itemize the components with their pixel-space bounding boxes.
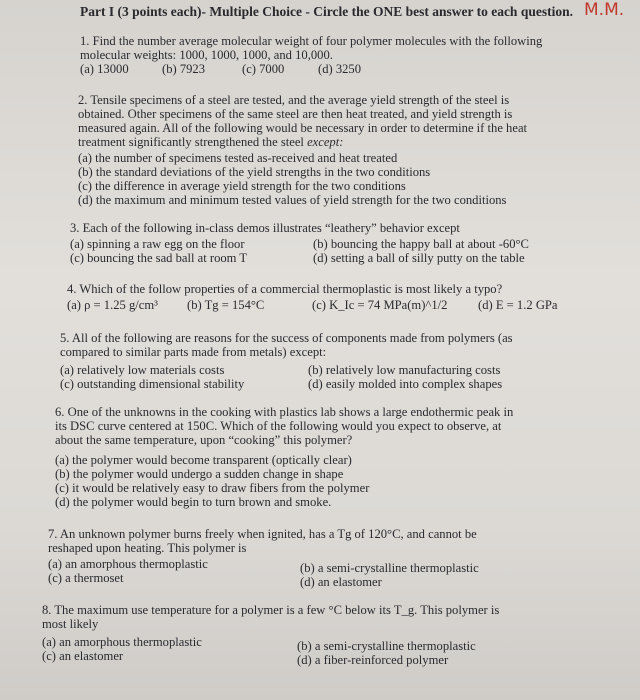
option-b[interactable]: (b) relatively low manufacturing costs [308,363,501,377]
option-c[interactable]: (c) 7000 [242,62,285,76]
question-1 [80,34,620,76]
question-7 [48,527,628,589]
handwritten-initials: M.M. [584,0,625,20]
question-6 [55,405,630,509]
option-d[interactable]: (d) 3250 [318,62,362,76]
option-c[interactable]: (c) bouncing the sad ball at room T [70,251,248,265]
option-b[interactable]: (b) 7923 [162,62,206,76]
option-b[interactable]: (b) Tg = 154°C [187,298,265,312]
question-6-stem: 6. One of the unknowns in the cooking with plastics lab shows a large endothermic peak in its DSC curve centered at 150C. Which of the following would you expect to observe, at about the same temperature, upon “cooking” this polymer? [55,405,514,447]
option-a[interactable]: (a) an amorphous thermoplastic [42,635,202,649]
question-4-stem: 4. Which of the follow properties of a commercial thermoplastic is most likely a typo? [67,282,503,296]
option-b[interactable]: (b) a semi-crystalline thermoplastic [297,639,476,653]
question-2-stem: 2. Tensile specimens of a steel are tested, and the average yield strength of the steel is obtained. Other specimens of the same steel are then heat treated, and yield strength is measured again. All of the following would be necessary in order to determine if the heat treatment significantly strengthened the steel [78,93,528,149]
option-a[interactable]: (a) 13000 [80,62,129,76]
option-d[interactable]: (d) the maximum and minimum tested values of yield strength for the two conditions [78,193,507,207]
question-8-row-1 [42,635,632,653]
option-a[interactable]: (a) the polymer would become transparent (optically clear) [55,453,352,467]
question-3-stem: 3. Each of the following in-class demos illustrates “leathery” behavior except [70,221,460,235]
option-a[interactable]: (a) spinning a raw egg on the floor [70,237,245,251]
question-3-row-1 [70,237,625,251]
question-2-stem-wrap [78,93,623,149]
option-d[interactable]: (d) the polymer would begin to turn brown and smoke. [55,495,332,509]
option-d[interactable]: (d) E = 1.2 GPa [478,298,558,312]
question-8-row-2 [42,649,632,667]
option-d[interactable]: (d) easily molded into complex shapes [308,377,503,391]
option-b[interactable]: (b) bouncing the happy ball at about -60°C [313,237,529,251]
option-b[interactable]: (b) the polymer would undergo a sudden change in shape [55,467,344,481]
question-3-row-2 [70,251,625,265]
question-4 [67,282,627,312]
question-4-options [67,298,627,312]
option-d[interactable]: (d) a fiber-reinforced polymer [297,653,449,667]
option-c[interactable]: (c) outstanding dimensional stability [60,377,245,391]
option-b[interactable]: (b) a semi-crystalline thermoplastic [300,561,479,575]
option-a[interactable]: (a) ρ = 1.25 g/cm³ [67,298,158,312]
option-c[interactable]: (c) a thermoset [48,571,124,585]
question-5-row-1 [60,363,630,377]
question-2-except: except: [307,135,344,149]
option-a[interactable]: (a) relatively low materials costs [60,363,225,377]
option-c[interactable]: (c) K_Ic = 74 MPa(m)^1/2 [312,298,448,312]
question-1-stem: 1. Find the number average molecular weight of four polymer molecules with the following molecular weights: 1000, 1000, 1000, and 10,000. [80,34,543,62]
question-2 [78,93,623,207]
option-d[interactable]: (d) an elastomer [300,575,382,589]
question-5-row-2 [60,377,630,391]
question-8 [42,603,632,667]
option-c[interactable]: (c) it would be relatively easy to draw fibers from the polymer [55,481,370,495]
option-d[interactable]: (d) setting a ball of silly putty on the table [313,251,525,265]
option-a[interactable]: (a) an amorphous thermoplastic [48,557,208,571]
question-3 [70,221,625,265]
option-a[interactable]: (a) the number of specimens tested as-received and heat treated [78,151,398,165]
question-5 [60,331,630,391]
question-1-options [80,62,620,76]
section-header: Part I (3 points each)- Multiple Choice - Circle the ONE best answer to each question. [80,4,573,19]
question-7-row-2 [48,571,628,589]
question-7-row-1 [48,557,628,575]
option-b[interactable]: (b) the standard deviations of the yield strengths in the two conditions [78,165,431,179]
option-c[interactable]: (c) an elastomer [42,649,124,663]
question-5-stem: 5. All of the following are reasons for the success of components made from polymers (as compared to similar parts made from metals) except: [60,331,513,359]
option-c[interactable]: (c) the difference in average yield strength for the two conditions [78,179,406,193]
question-8-stem: 8. The maximum use temperature for a polymer is a few °C below its T_g. This polymer is most likely [42,603,500,631]
question-7-stem: 7. An unknown polymer burns freely when ignited, has a Tg of 120°C, and cannot be reshaped upon heating. This polymer is [48,527,477,555]
